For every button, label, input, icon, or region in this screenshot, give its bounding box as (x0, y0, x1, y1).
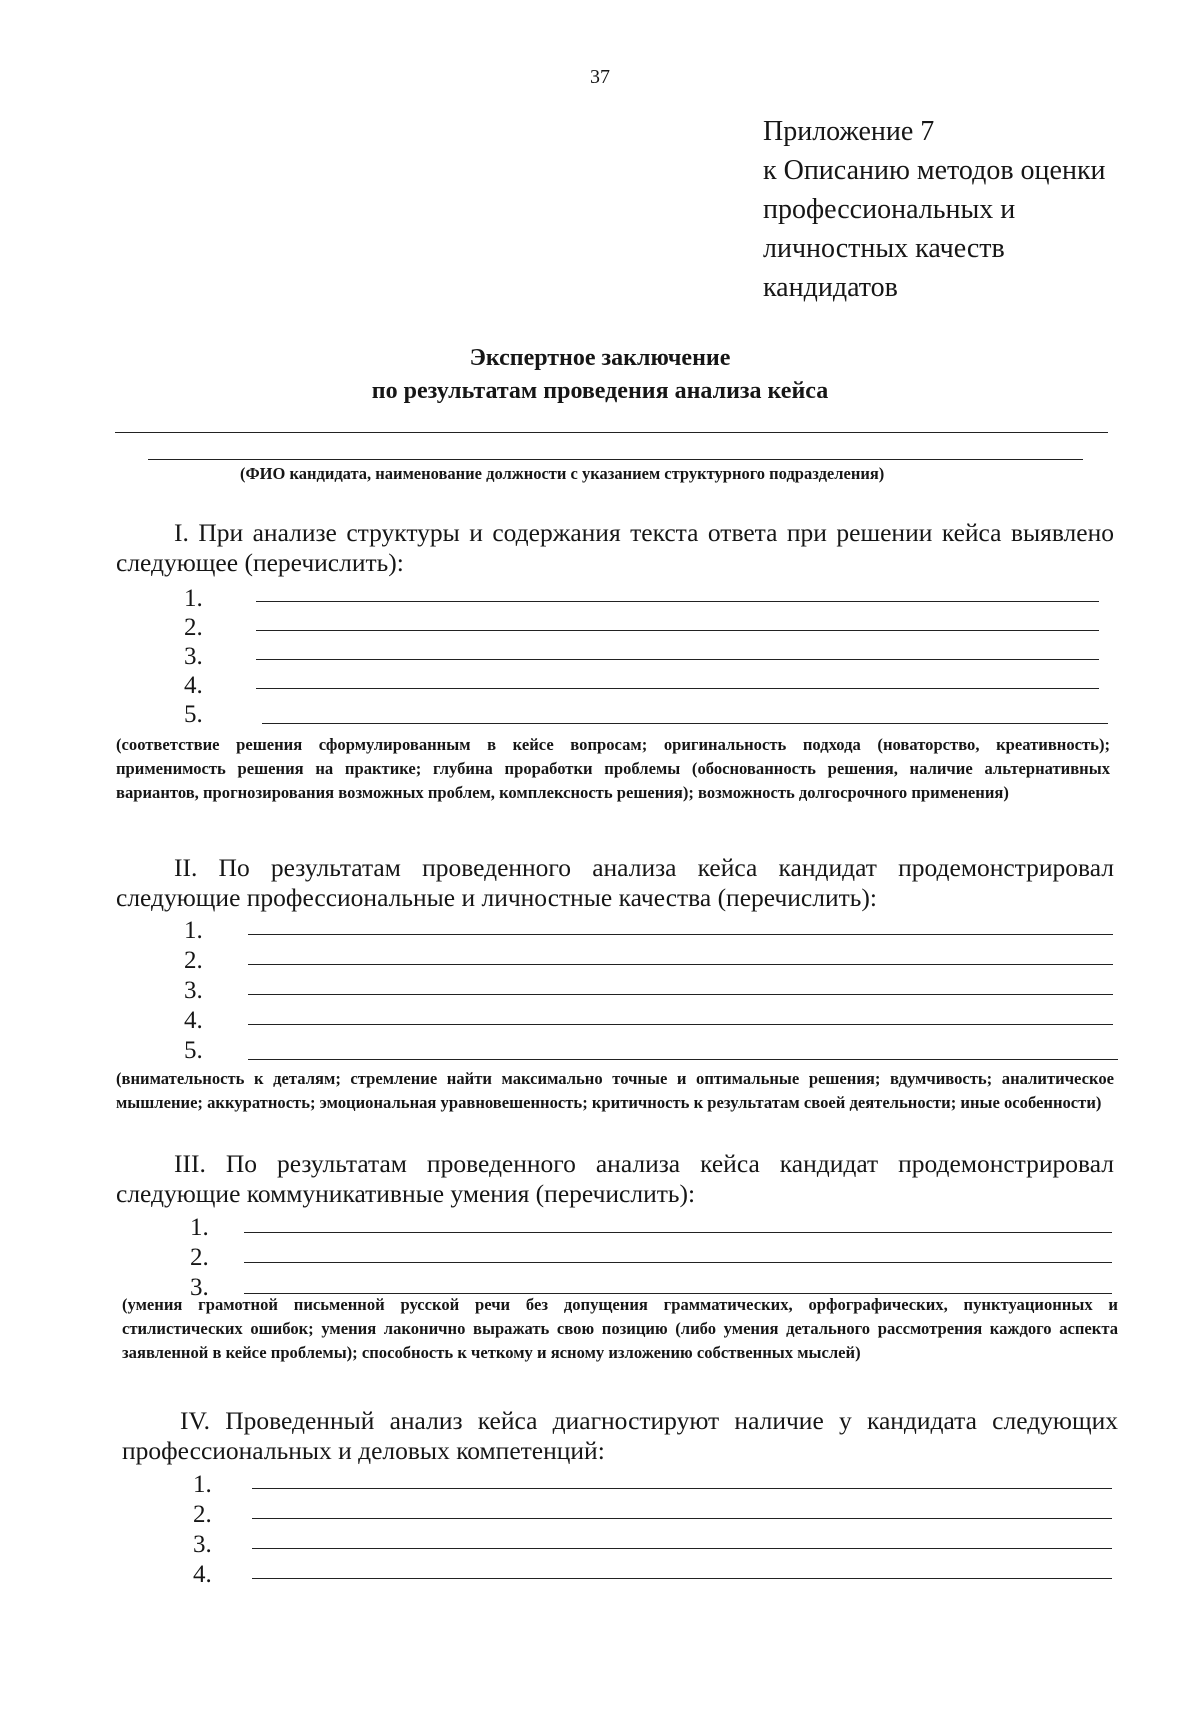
section-4-item-number: 4. (193, 1561, 212, 1588)
section-3-item-line[interactable] (244, 1232, 1112, 1233)
section-3-item-number: 3. (190, 1274, 209, 1301)
section-1-item-number: 3. (184, 643, 203, 670)
section-4-item-line[interactable] (252, 1488, 1112, 1489)
appendix-line: личностных качеств (763, 233, 1005, 264)
title-line-1: Экспертное заключение (469, 345, 731, 371)
section-text: II. По результатам проведенного анализа кейса кандидат продемонстрировал следующие профессиональные и личностные качества (перечислить): (116, 853, 1114, 912)
section-text: IV. Проведенный анализ кейса диагностируют наличие у кандидата следующих профессиональных и деловых компетенций: (122, 1406, 1118, 1465)
appendix-line: профессиональных и (763, 194, 1016, 225)
section-2-item-number: 3. (184, 977, 203, 1004)
appendix-line: Приложение 7 (763, 116, 935, 147)
section-1-item-number: 5. (184, 701, 203, 728)
section-3-item-number: 1. (190, 1214, 209, 1241)
section-3-text (116, 1149, 1114, 1209)
section-4-text (122, 1406, 1118, 1466)
section-text: III. По результатам проведенного анализа кейса кандидат продемонстрировал следующие коммуникативные умения (перечислить): (116, 1149, 1114, 1208)
section-1-item-line[interactable] (256, 630, 1099, 631)
section-1-item-line[interactable] (256, 659, 1099, 660)
section-4-item-number: 2. (193, 1501, 212, 1528)
section-4-item-number: 3. (193, 1531, 212, 1558)
section-2-item-number: 5. (184, 1037, 203, 1064)
section-2-item-number: 4. (184, 1007, 203, 1034)
section-4-item-line[interactable] (252, 1578, 1112, 1579)
section-3-item-number: 2. (190, 1244, 209, 1271)
appendix-heading (763, 112, 1183, 307)
section-1-item-number: 4. (184, 672, 203, 699)
section-2-item-line[interactable] (248, 1024, 1113, 1025)
document-title (0, 342, 1200, 408)
section-1-item-line[interactable] (262, 723, 1108, 724)
section-2-item-line[interactable] (248, 934, 1113, 935)
section-2-item-number: 2. (184, 947, 203, 974)
section-4-item-line[interactable] (252, 1548, 1112, 1549)
fio-line-top[interactable] (115, 432, 1108, 433)
fio-caption: (ФИО кандидата, наименование должности с указанием структурного подразделения) (240, 464, 885, 483)
section-text: I. При анализе структуры и содержания текста ответа при решении кейса выявлено следующее (перечислить): (116, 518, 1114, 577)
section-4-item-number: 1. (193, 1471, 212, 1498)
fio-line-bottom[interactable] (148, 459, 1083, 460)
appendix-line: кандидатов (763, 272, 898, 303)
section-1-item-line[interactable] (256, 688, 1099, 689)
section-2-item-number: 1. (184, 917, 203, 944)
section-1-item-line[interactable] (256, 601, 1099, 602)
section-4-item-line[interactable] (252, 1518, 1112, 1519)
section-1-text (116, 518, 1114, 578)
section-3-note: (умения грамотной письменной русской речи без допущения грамматических, орфографических, пунктуационных и стилистических ошибок; умения лаконично выражать свою позицию (либо умения детального рассмотрения каждого аспекта заявленной в кейсе проблемы); способность к четкому и ясному изложению собственных мыслей) (122, 1295, 1118, 1362)
page-number: 37 (590, 66, 610, 88)
section-3-item-line[interactable] (244, 1262, 1112, 1263)
section-2-item-line[interactable] (248, 964, 1113, 965)
section-2-note: (внимательность к деталям; стремление найти максимально точные и оптимальные решения; вдумчивость; аналитическое мышление; аккуратность; эмоциональная уравновешенность; критичность к результатам своей деятельности; иные особенности) (116, 1069, 1114, 1112)
section-1-note: (соответствие решения сформулированным в кейсе вопросам; оригинальность подхода (новаторство, креативность); применимость решения на практике; глубина проработки проблемы (обоснованность решения, наличие альтернативных вариантов, прогнозирования возможных проблем, комплексность решения); возможность долгосрочного применения) (116, 735, 1110, 802)
section-2-item-line[interactable] (248, 994, 1113, 995)
appendix-line: к Описанию методов оценки (763, 155, 1106, 186)
section-1-item-number: 1. (184, 585, 203, 612)
section-1-item-number: 2. (184, 614, 203, 641)
title-line-2: по результатам проведения анализа кейса (371, 378, 829, 404)
section-2-item-line[interactable] (248, 1059, 1118, 1060)
section-2-text (116, 853, 1114, 913)
